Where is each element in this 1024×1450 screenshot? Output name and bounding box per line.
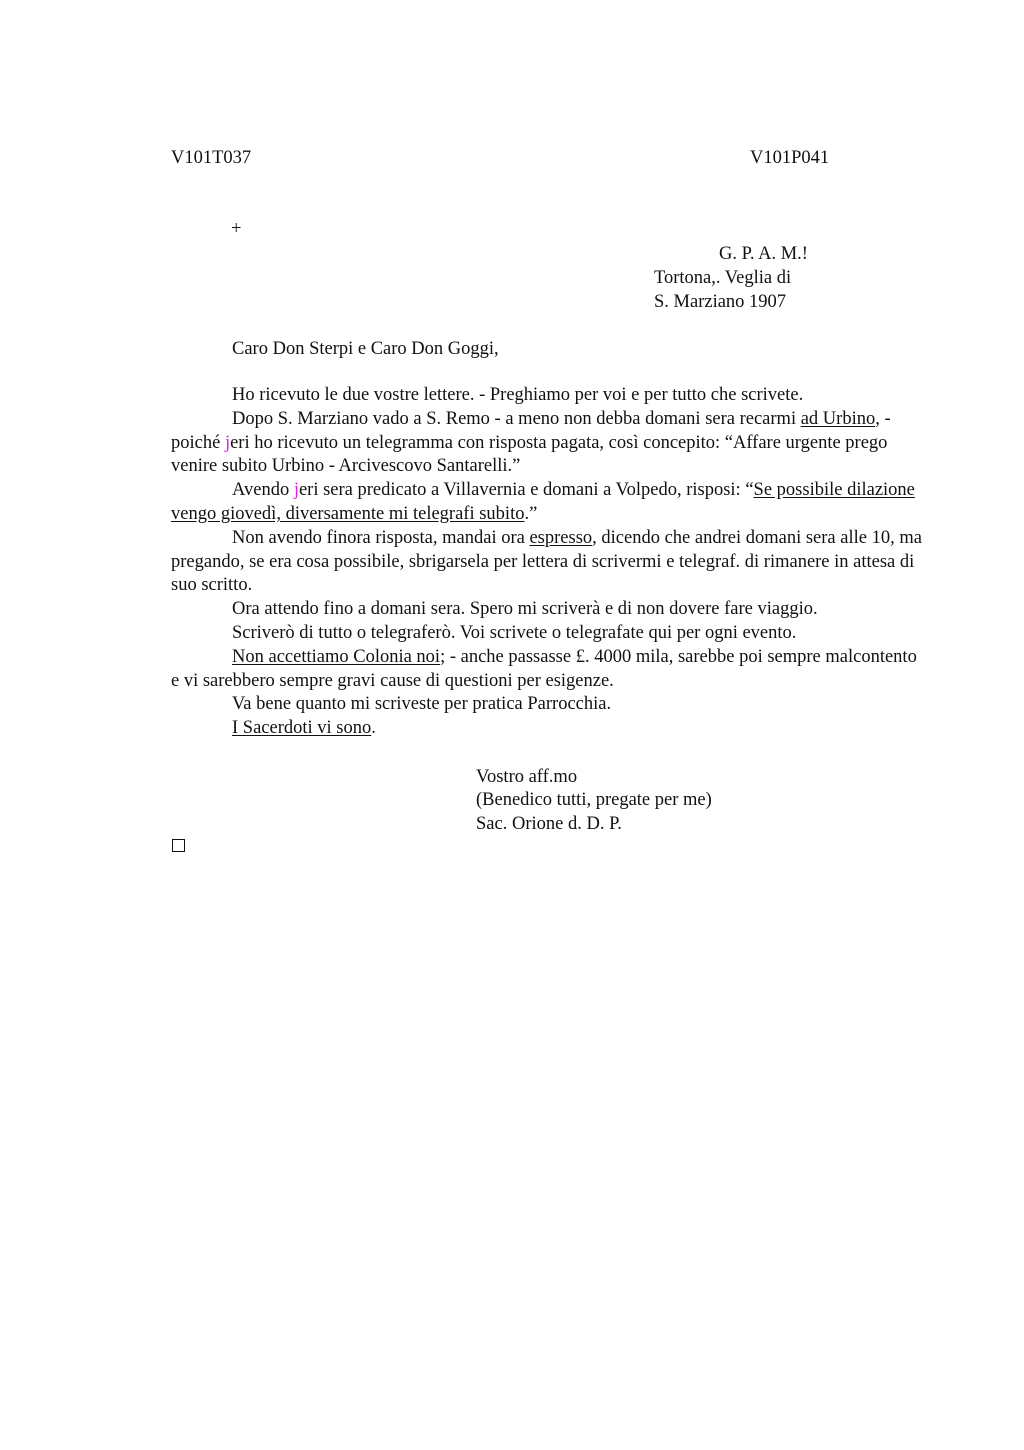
highlighted-letter: j <box>224 432 231 453</box>
paragraph-6: Scriverò di tutto o telegraferò. Voi scrivete o telegrafate qui per ogni evento. <box>232 622 797 643</box>
paragraph-2: Dopo S. Marziano vado a S. Remo - a meno non debba domani sera recarmi ad Urbino, - poiché jeri ho ricevuto un telegramma con risposta pagata, così concepito: “Affare urgente prego venire subito Urbino - Arcivescovo Santarelli.” <box>171 408 891 477</box>
paragraph-5: Ora attendo fino a domani sera. Spero mi scriverà e di non dovere fare viaggio. <box>232 599 818 620</box>
closing-line2: (Benedico tutti, pregate per me) <box>476 790 712 810</box>
underlined-phrase: ad Urbino <box>800 408 876 429</box>
highlighted-letter: j <box>293 480 299 501</box>
letter-body <box>171 384 927 741</box>
underlined-phrase: Non accettiamo Colonia noi <box>232 646 441 667</box>
motto: G. P. A. M.! <box>719 244 808 264</box>
paragraph-1: Ho ricevuto le due vostre lettere. - Preghiamo per voi e per tutto che scrivete. <box>232 385 804 405</box>
salutation: Caro Don Sterpi e Caro Don Goggi, <box>232 339 499 359</box>
paragraph-7: Non accettiamo Colonia noi; - anche passasse £. 4000 mila, sarebbe poi sempre malcontento e vi sarebbero sempre gravi cause di questioni per esigenze. <box>171 646 917 691</box>
paragraph-4: Non avendo finora risposta, mandai ora espresso, dicendo che andrei domani sera alle 10, ma pregando, se era cosa possibile, sbrigarsela per lettera di scrivermi e telegraf. di rimanere in attesa di suo scritto. <box>171 527 922 596</box>
paragraph-9: I Sacerdoti vi sono. <box>232 718 376 739</box>
place-date-line1: Tortona,. Veglia di <box>654 268 792 288</box>
place-date-line2: S. Marziano 1907 <box>654 292 787 312</box>
paragraph-8: Va bene quanto mi scriveste per pratica Parrocchia. <box>232 694 612 715</box>
underlined-phrase: Se possibile dilazione vengo giovedì, diversamente mi telegrafi subito <box>171 480 915 524</box>
cross-mark: + <box>231 219 242 239</box>
paragraph-3: Avendo jeri sera predicato a Villavernia e domani a Volpedo, risposi: “Se possibile dilazione vengo giovedì, diversamente mi telegrafi subito.” <box>171 480 915 524</box>
underlined-phrase: espresso <box>529 527 593 548</box>
end-mark-box-icon <box>172 839 185 852</box>
underlined-phrase: I Sacerdoti vi sono <box>232 718 372 739</box>
header-left-code: V101T037 <box>171 148 252 168</box>
signature: Sac. Orione d. D. P. <box>476 814 622 834</box>
header-right-code: V101P041 <box>750 148 830 168</box>
closing-line1: Vostro aff.mo <box>476 767 578 787</box>
